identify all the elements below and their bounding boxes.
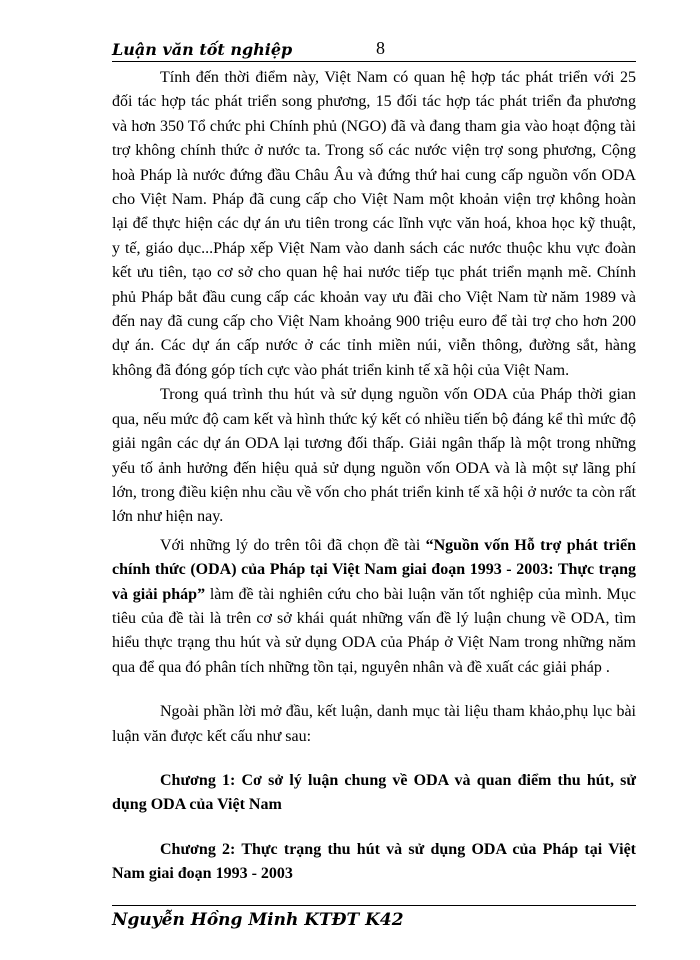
topic-rest: làm đề tài nghiên cứu cho bài luận văn tốt nghiệp của mình. Mục tiêu của đề tài là trên cơ sở khái quát những vấn đề lý luận chung về ODA, tìm hiểu thực trạng thu hút và sử dụng ODA của Pháp ở Việt Nam trong những năm qua để qua đó phân tích những tồn tại, nguyên nhân và đề xuất các giải pháp . [112, 585, 637, 676]
header-title: Luận văn tốt nghiệp [112, 40, 293, 59]
header-rule [112, 61, 636, 62]
page-number: 8 [376, 38, 385, 58]
chapter-1-heading: Chương 1: Cơ sở lý luận chung về ODA và quan điểm thu hút, sử dụng ODA của Việt Nam [112, 771, 636, 814]
topic-intro: Với những lý do trên tôi đã chọn đề tài [160, 536, 426, 554]
page-header [112, 38, 636, 60]
footer-author: Nguyễn Hồng Minh KTĐT K42 [112, 910, 404, 930]
chapter-2-heading: Chương 2: Thực trạng thu hút và sử dụng ODA của Pháp tại Việt Nam giai đoạn 1993 - 2003 [112, 840, 636, 883]
thesis-title: “Nguồn vốn Hỗ trợ phát triển chính thức (ODA) của Pháp tại Việt Nam giai đoạn 1993 - 2003: Thực trạng và giải pháp” [112, 536, 637, 603]
footer-rule [112, 905, 636, 906]
paragraph: Trong quá trình thu hút và sử dụng nguồn vốn ODA của Pháp thời gian qua, nếu mức độ cam kết và hình thức ký kết có nhiều tiến bộ đáng kể thì mức độ giải ngân các dự án ODA lại tương đối thấp. Giải ngân thấp là một trong những yếu tố ảnh hưởng đến hiệu quả sử dụng nguồn vốn ODA và là một sự lãng phí lớn, trong điều kiện nhu cầu về vốn cho phát triển kinh tế xã hội ở nước ta còn rất lớn như hiện nay. [112, 386, 636, 526]
paragraph: Tính đến thời điểm này, Việt Nam có quan hệ hợp tác phát triển với 25 đối tác hợp tác phát triển song phương, 15 đối tác hợp tác phát triển đa phương và hơn 350 Tổ chức phi Chính phủ (NGO) đã và đang tham gia vào hoạt động tài trợ không chính thức ở nước ta. Trong số các nước viện trợ song phương, Cộng hoà Pháp là nước đứng đầu Châu Âu và đứng thứ hai cung cấp nguồn vốn ODA cho Việt Nam. Pháp đã cung cấp cho Việt Nam một khoản viện trợ không hoàn lại để thực hiện các dự án ưu tiên trong các lĩnh vực văn hoá, khoa học kỹ thuật, y tế, giáo dục...Pháp xếp Việt Nam vào danh sách các nước thuộc khu vực đoàn kết ưu tiên, tạo cơ sở cho quan hệ hai nước tiếp tục phát triển mạnh mẽ. Chính phủ Pháp bắt đầu cung cấp các khoản vay ưu đãi cho Việt Nam từ năm 1989 và đến nay đã cung cấp cho Việt Nam khoảng 900 triệu euro để tài trợ cho hơn 200 dự án. Các dự án cấp nước ở các tỉnh miền núi, viễn thông, đường sắt, hàng không đã đóng góp tích cực vào phát triển kinh tế xã hội của Việt Nam. [112, 69, 636, 379]
document-body [112, 66, 636, 887]
structure-intro: Ngoài phần lời mở đầu, kết luận, danh mục tài liệu tham khảo,phụ lục bài luận văn được kết cấu như sau: [112, 703, 636, 745]
topic-paragraph [112, 534, 636, 680]
